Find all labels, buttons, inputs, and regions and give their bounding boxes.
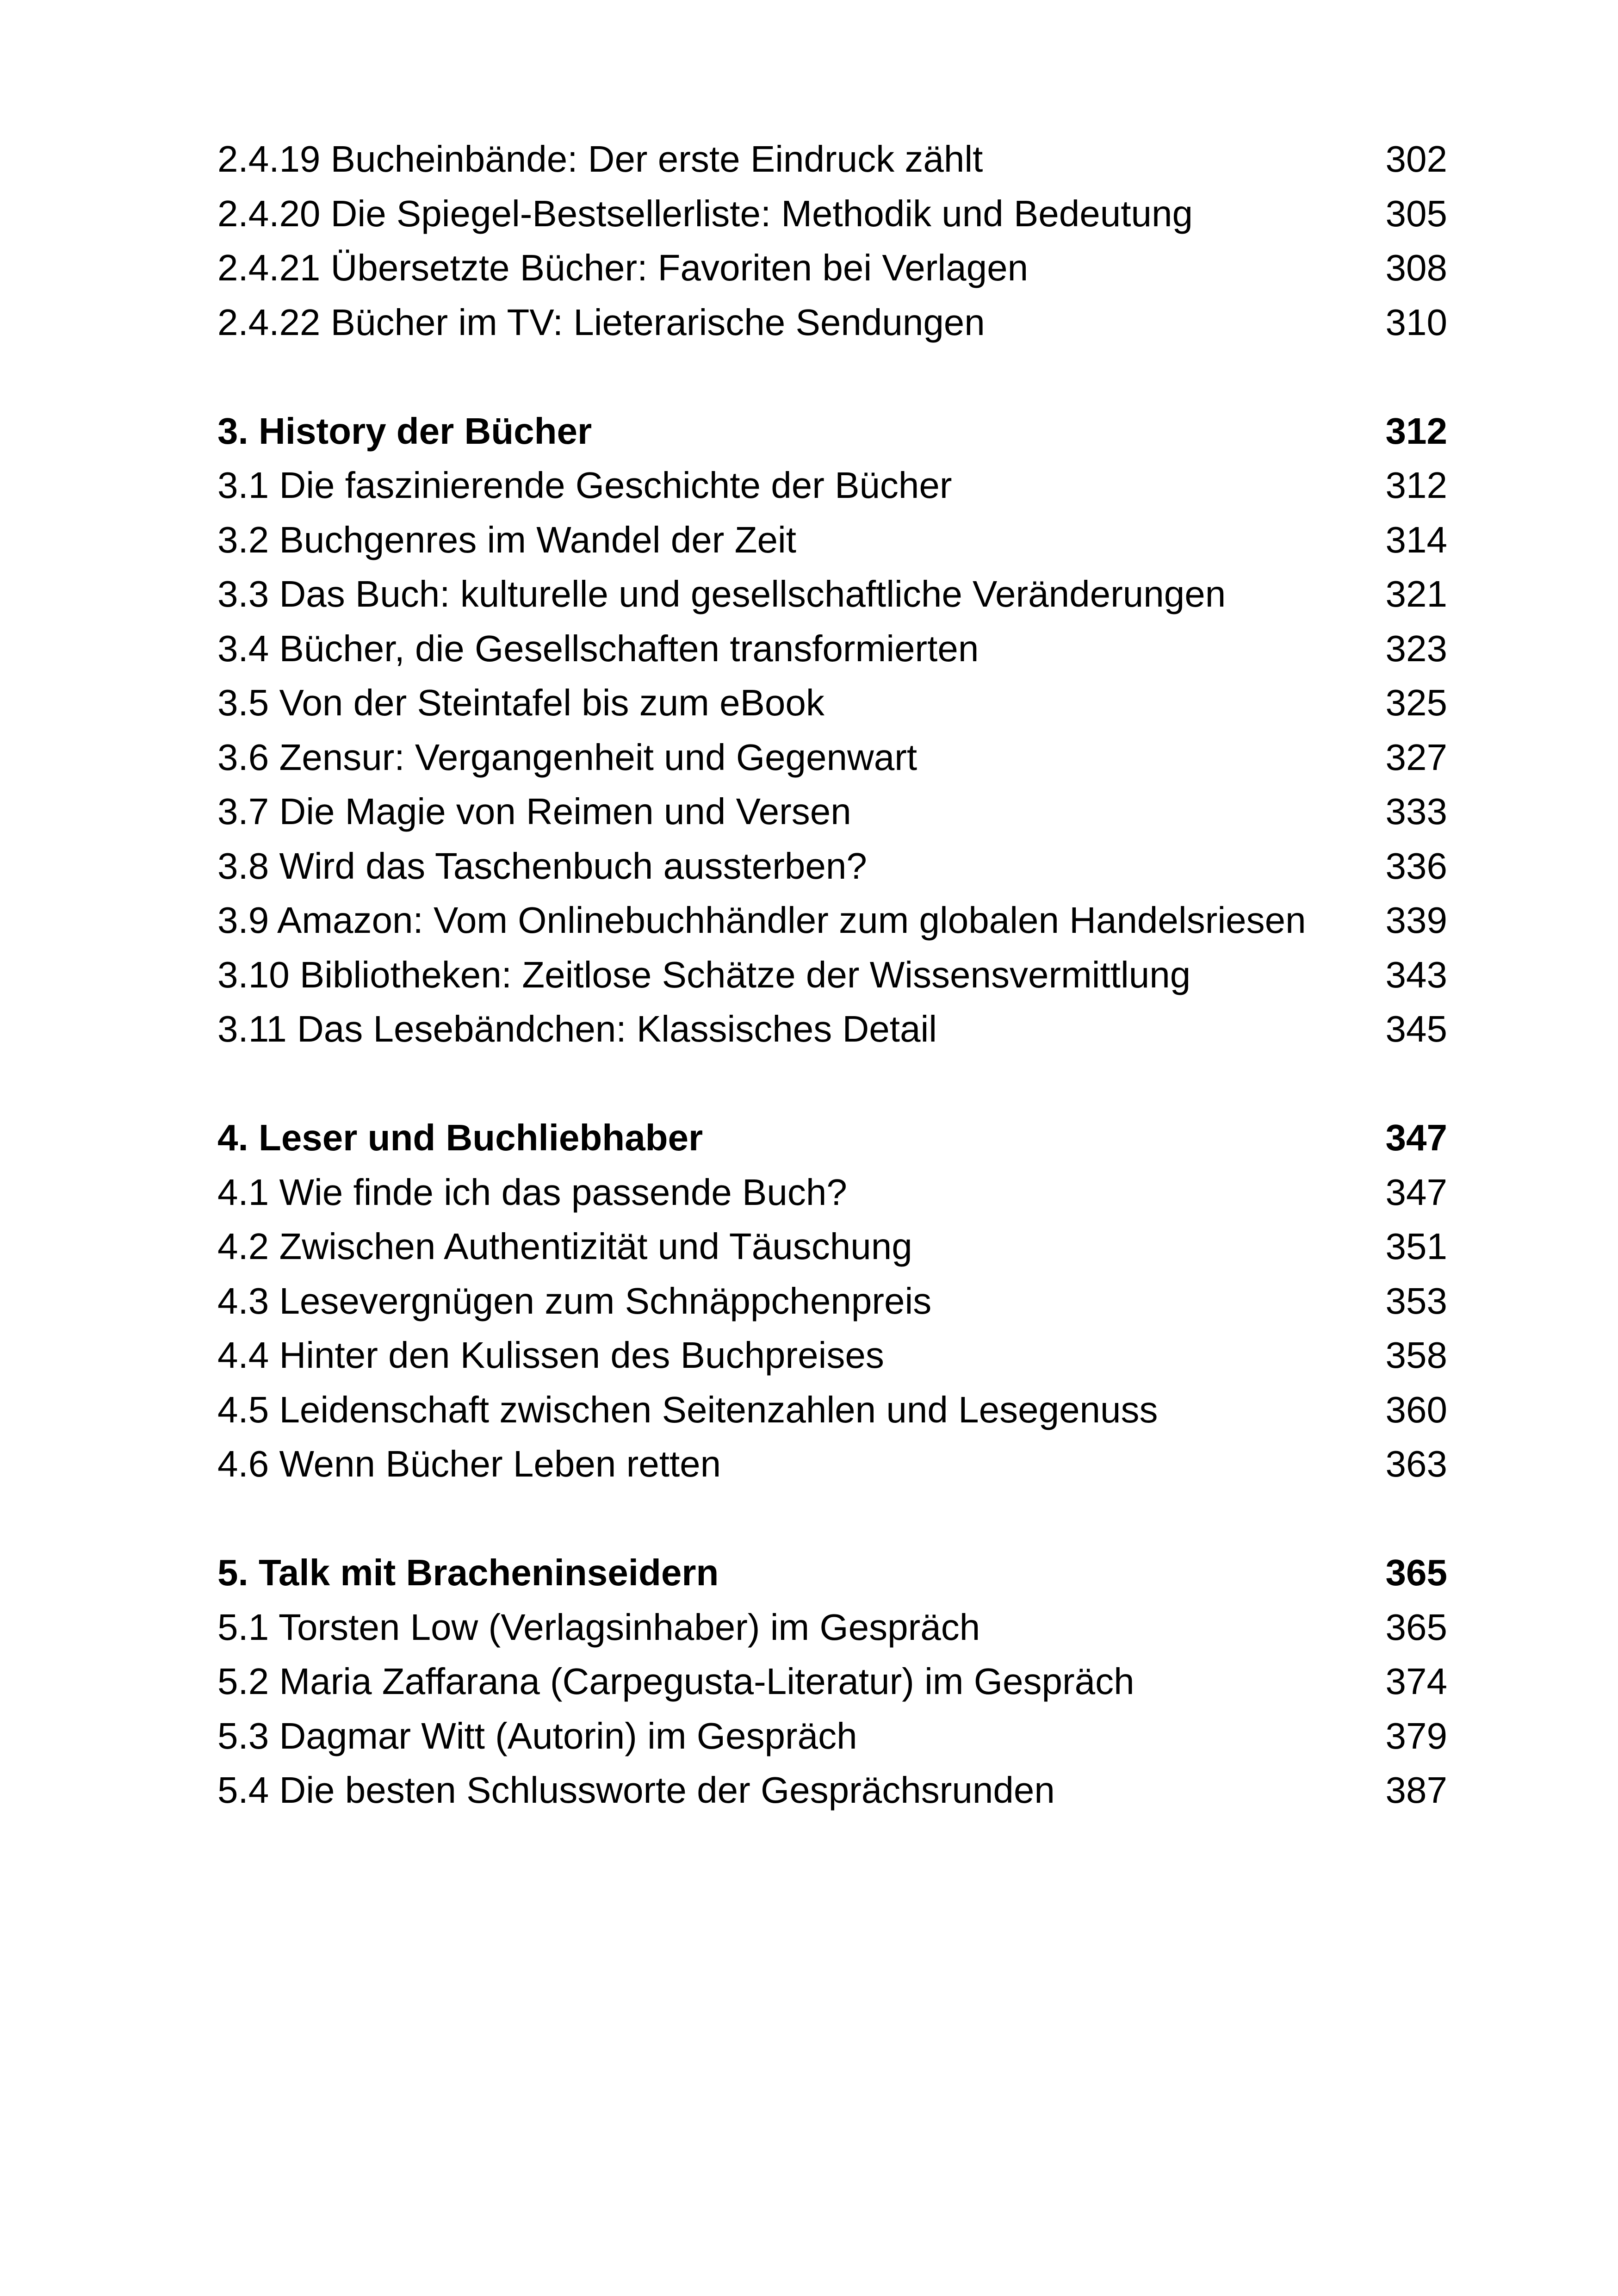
- toc-entry-title: 2.4.20 Die Spiegel-Bestsellerliste: Methodik und Bedeutung: [217, 192, 1193, 234]
- toc-entry[interactable]: [217, 948, 1447, 1002]
- toc-entry[interactable]: [217, 513, 1447, 567]
- toc-entry-page: 343: [1385, 954, 1447, 995]
- toc-entry[interactable]: [217, 567, 1447, 621]
- toc-entry[interactable]: [217, 132, 1447, 186]
- table-of-contents: [217, 132, 1447, 1818]
- toc-entry[interactable]: [217, 893, 1447, 948]
- toc-entry-page: 302: [1385, 138, 1447, 180]
- toc-chapter-title: 5. Talk mit Bracheninseidern: [217, 1552, 719, 1593]
- toc-entry[interactable]: [217, 1709, 1447, 1763]
- toc-entry-page: 321: [1385, 573, 1447, 614]
- toc-entry-title: 4.2 Zwischen Authentizität und Täuschung: [217, 1226, 912, 1267]
- toc-entry-title: 4.4 Hinter den Kulissen des Buchpreises: [217, 1334, 884, 1376]
- toc-entry-page: 345: [1385, 1008, 1447, 1049]
- toc-entry[interactable]: [217, 621, 1447, 676]
- toc-entry-title: 3.10 Bibliotheken: Zeitlose Schätze der Wissensvermittlung: [217, 954, 1191, 995]
- toc-entry-page: 308: [1385, 247, 1447, 288]
- toc-entry-title: 4.1 Wie finde ich das passende Buch?: [217, 1171, 847, 1213]
- toc-entry-title: 5.2 Maria Zaffarana (Carpegusta-Literatur) im Gespräch: [217, 1661, 1134, 1702]
- toc-chapter-page: 312: [1385, 410, 1447, 452]
- toc-entry-page: 336: [1385, 845, 1447, 887]
- toc-entry-page: 358: [1385, 1334, 1447, 1376]
- toc-entry-title: 3.5 Von der Steintafel bis zum eBook: [217, 682, 824, 723]
- toc-entry[interactable]: [217, 1002, 1447, 1056]
- toc-entry-title: 3.2 Buchgenres im Wandel der Zeit: [217, 519, 796, 560]
- toc-entry-page: 314: [1385, 519, 1447, 560]
- toc-entry-title: 3.6 Zensur: Vergangenheit und Gegenwart: [217, 736, 917, 778]
- toc-entry-page: 325: [1385, 682, 1447, 723]
- toc-chapter-heading[interactable]: [217, 1545, 1447, 1600]
- toc-entry[interactable]: [217, 1165, 1447, 1220]
- toc-entry-page: 305: [1385, 192, 1447, 234]
- toc-entry-page: 387: [1385, 1769, 1447, 1811]
- toc-entry-page: 365: [1385, 1606, 1447, 1648]
- toc-chapter-heading[interactable]: [217, 404, 1447, 459]
- toc-entry-title: 2.4.22 Bücher im TV: Lieterarische Sendungen: [217, 301, 985, 343]
- toc-entry-page: 323: [1385, 627, 1447, 669]
- toc-entry-page: 339: [1385, 900, 1447, 941]
- toc-entry-title: 3.8 Wird das Taschenbuch aussterben?: [217, 845, 867, 887]
- toc-entry-title: 5.1 Torsten Low (Verlagsinhaber) im Gespräch: [217, 1606, 980, 1648]
- toc-entry-title: 3.3 Das Buch: kulturelle und gesellschaftliche Veränderungen: [217, 573, 1226, 614]
- toc-entry-page: 347: [1385, 1171, 1447, 1213]
- toc-entry-title: 4.5 Leidenschaft zwischen Seitenzahlen und Lesegenuss: [217, 1389, 1158, 1430]
- toc-entry-page: 360: [1385, 1389, 1447, 1430]
- toc-chapter-heading[interactable]: [217, 1111, 1447, 1165]
- toc-entry-title: 3.4 Bücher, die Gesellschaften transformierten: [217, 627, 979, 669]
- toc-entry-title: 2.4.21 Übersetzte Bücher: Favoriten bei Verlagen: [217, 247, 1029, 288]
- toc-entry-title: 5.3 Dagmar Witt (Autorin) im Gespräch: [217, 1715, 857, 1756]
- toc-entry[interactable]: [217, 1437, 1447, 1491]
- toc-entry[interactable]: [217, 1274, 1447, 1328]
- toc-entry[interactable]: [217, 730, 1447, 785]
- toc-chapter-title: 4. Leser und Buchliebhaber: [217, 1117, 703, 1158]
- toc-entry-page: 363: [1385, 1443, 1447, 1484]
- toc-entry[interactable]: [217, 1219, 1447, 1274]
- toc-entry-page: 353: [1385, 1280, 1447, 1322]
- toc-entry[interactable]: [217, 1654, 1447, 1709]
- toc-entry-title: 3.9 Amazon: Vom Onlinebuchhändler zum globalen Handelsriesen: [217, 900, 1306, 941]
- toc-entry-page: 379: [1385, 1715, 1447, 1756]
- toc-entry[interactable]: [217, 676, 1447, 730]
- toc-entry[interactable]: [217, 295, 1447, 350]
- toc-entry-page: 310: [1385, 301, 1447, 343]
- toc-entry-title: 5.4 Die besten Schlussworte der Gesprächsrunden: [217, 1769, 1055, 1811]
- section-spacer: [217, 349, 1447, 404]
- toc-entry[interactable]: [217, 1328, 1447, 1383]
- toc-entry[interactable]: [217, 186, 1447, 241]
- toc-chapter-page: 365: [1385, 1552, 1447, 1593]
- toc-entry-title: 4.6 Wenn Bücher Leben retten: [217, 1443, 721, 1484]
- toc-entry[interactable]: [217, 1383, 1447, 1437]
- toc-chapter-title: 3. History der Bücher: [217, 410, 592, 452]
- toc-entry[interactable]: [217, 241, 1447, 295]
- toc-entry-page: 312: [1385, 465, 1447, 506]
- section-spacer: [217, 1056, 1447, 1111]
- toc-entry-title: 3.1 Die faszinierende Geschichte der Bücher: [217, 465, 952, 506]
- toc-entry-page: 351: [1385, 1226, 1447, 1267]
- toc-entry-page: 333: [1385, 791, 1447, 832]
- toc-entry-page: 374: [1385, 1661, 1447, 1702]
- toc-chapter-page: 347: [1385, 1117, 1447, 1158]
- toc-entry-title: 2.4.19 Bucheinbände: Der erste Eindruck zählt: [217, 138, 983, 180]
- toc-entry-page: 327: [1385, 736, 1447, 778]
- toc-entry[interactable]: [217, 1763, 1447, 1818]
- toc-entry-title: 3.7 Die Magie von Reimen und Versen: [217, 791, 851, 832]
- toc-entry-title: 4.3 Lesevergnügen zum Schnäppchenpreis: [217, 1280, 932, 1322]
- section-spacer: [217, 1491, 1447, 1546]
- toc-entry[interactable]: [217, 784, 1447, 839]
- toc-entry[interactable]: [217, 458, 1447, 513]
- toc-entry[interactable]: [217, 1600, 1447, 1655]
- toc-entry[interactable]: [217, 839, 1447, 894]
- toc-entry-title: 3.11 Das Lesebändchen: Klassisches Detail: [217, 1008, 937, 1049]
